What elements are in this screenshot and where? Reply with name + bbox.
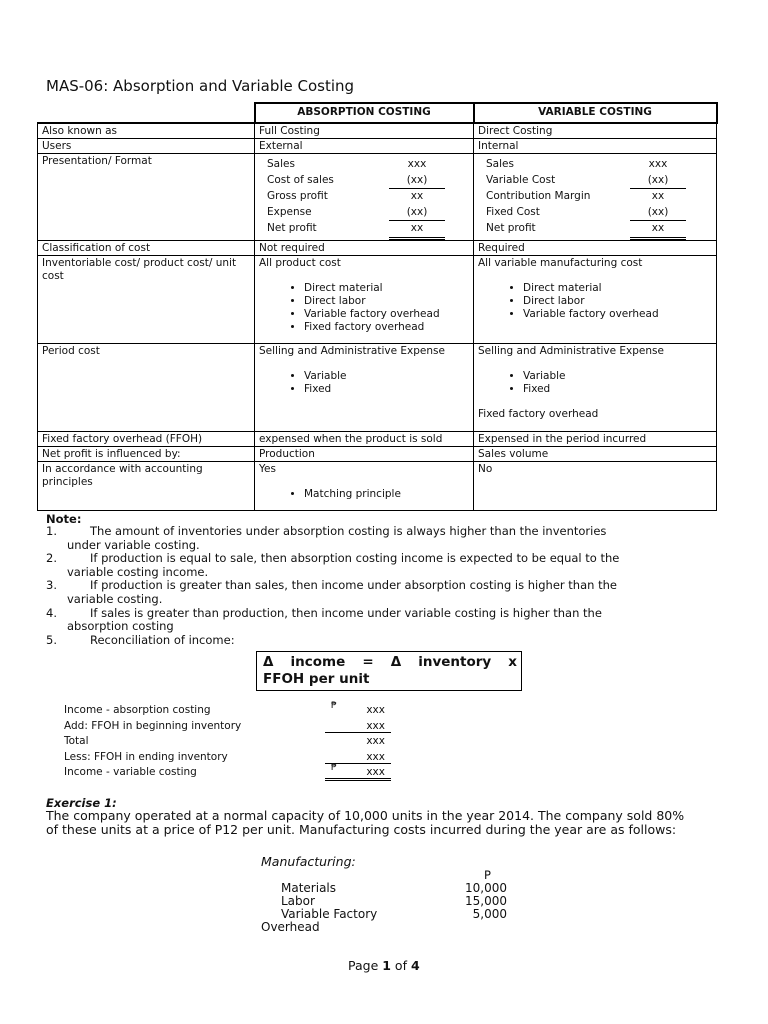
exercise-title: Exercise 1:: [46, 796, 117, 810]
table-row: [261, 907, 511, 920]
variable-income-statement: [486, 157, 711, 240]
variable-cell: [474, 154, 717, 241]
row-label: Inventoriable cost/ product cost/ unit cost: [38, 255, 255, 343]
variable-cell: Direct Costing: [474, 123, 717, 139]
note-number: 1.: [46, 524, 57, 538]
row-label: Fixed factory overhead (FFOH): [38, 431, 255, 446]
absorption-cell: External: [255, 139, 474, 154]
notes-list: [46, 525, 677, 647]
exercise-text: The company operated at a normal capacity of 10,000 units in the year 2014. The company sold 80% of these units at a price of P12 per unit. Manufacturing costs incurred during the year are as follows:: [46, 808, 685, 837]
cost-value: 15,000: [465, 894, 507, 908]
fin-item: Cost of sales: [267, 173, 334, 186]
list-item: [46, 634, 677, 648]
cost-value: 10,000: [465, 881, 507, 895]
reconciliation-table: [64, 701, 404, 782]
fin-item: Variable Cost: [486, 173, 556, 186]
cell-heading: Selling and Administrative Expense: [259, 344, 445, 357]
note-text-cont: absorption costing: [67, 619, 174, 634]
note-number: 4.: [46, 605, 57, 620]
absorption-cell: expensed when the product is sold: [255, 431, 474, 446]
table-row: [64, 701, 404, 720]
table-row: [38, 240, 717, 255]
list-item: [46, 607, 677, 634]
table-row: [38, 123, 717, 139]
note-text-cont: under variable costing.: [67, 537, 200, 552]
fin-item: Gross profit: [267, 190, 328, 203]
row-label: Also known as: [38, 123, 255, 139]
list-item: [46, 552, 677, 579]
fin-amount: xx: [651, 190, 665, 203]
formula-box: [256, 651, 522, 691]
variable-cell: Expensed in the period incurred: [474, 431, 717, 446]
recon-label: Income - variable costing: [64, 766, 197, 779]
recon-label: Income - absorption costing: [64, 704, 211, 716]
recon-value: xxx: [366, 735, 385, 748]
absorption-cell: [255, 461, 474, 510]
header-absorption: ABSORPTION COSTING: [255, 103, 474, 123]
note-number: 2.: [46, 551, 57, 566]
list-item: • Direct labor: [304, 295, 468, 308]
recon-value: xxx: [366, 704, 385, 716]
fin-amount: xx: [630, 221, 686, 240]
cell-extra: Fixed factory overhead: [478, 407, 599, 420]
row-label: In accordance with accounting principles: [38, 461, 255, 510]
variable-cell: No: [474, 461, 717, 510]
row-label: Classification of cost: [38, 240, 255, 255]
table-row: [38, 154, 717, 241]
cost-label: Labor: [281, 894, 315, 908]
table-row: [38, 255, 717, 343]
row-label: Users: [38, 139, 255, 154]
comparison-table: [37, 102, 718, 511]
fin-amount: xx: [389, 221, 445, 240]
footer-text: of: [390, 958, 411, 973]
list-item: • Variable: [523, 370, 711, 383]
table-row: [38, 139, 717, 154]
table-row: [261, 920, 511, 933]
cell-heading: Selling and Administrative Expense: [478, 344, 664, 357]
table-header-row: [38, 103, 717, 123]
bullet-list: [259, 488, 468, 501]
table-row: [64, 763, 404, 782]
list-item: • Direct labor: [523, 295, 711, 308]
fin-amount: xxx: [648, 158, 668, 170]
fin-amount: (xx): [389, 173, 445, 190]
fin-amount: (xx): [630, 205, 686, 222]
cost-value: 5,000: [472, 907, 507, 921]
absorption-cell: Not required: [255, 240, 474, 255]
note-text: If production is greater than sales, then income under absorption costing is higher than the: [90, 578, 617, 593]
list-item: • Direct material: [304, 282, 468, 295]
list-item: [46, 579, 677, 606]
note-text: If production is equal to sale, then absorption costing income is expected to be equal to the: [90, 551, 620, 566]
absorption-cell: [255, 343, 474, 431]
row-label: Period cost: [38, 343, 255, 431]
bullet-list: [478, 282, 711, 321]
bullet-list: [259, 282, 468, 334]
fin-item: Net profit: [267, 222, 317, 235]
fin-amount: xx: [410, 190, 424, 203]
list-item: • Fixed factory overhead: [304, 321, 468, 334]
manufacturing-costs: [261, 881, 511, 933]
fin-item: Contribution Margin: [486, 190, 591, 203]
table-row: [261, 894, 511, 907]
header-variable: VARIABLE COSTING: [474, 103, 717, 123]
variable-cell: Internal: [474, 139, 717, 154]
list-item: [46, 525, 677, 552]
variable-cell: [474, 255, 717, 343]
table-row: [64, 720, 404, 736]
variable-cell: Required: [474, 240, 717, 255]
absorption-cell: Full Costing: [255, 123, 474, 139]
fin-item: Net profit: [486, 222, 536, 235]
recon-label: Add: FFOH in beginning inventory: [64, 719, 242, 732]
peso-sign: ₱: [331, 701, 337, 711]
variable-cell: Sales volume: [474, 446, 717, 461]
variable-cell: [474, 343, 717, 431]
cell-heading: All variable manufacturing cost: [478, 256, 643, 269]
absorption-income-statement: [267, 157, 468, 240]
cost-label: Variable Factory: [281, 907, 378, 921]
table-row: [38, 446, 717, 461]
total-pages: 4: [410, 958, 420, 973]
note-text: If sales is greater than production, then income under variable costing is higher than the: [90, 605, 602, 620]
absorption-cell: [255, 255, 474, 343]
formula-line: FFOH per unit: [263, 671, 370, 687]
fin-amount: xxx: [407, 158, 427, 170]
page-footer: [348, 958, 420, 973]
manufacturing-title: Manufacturing:: [261, 854, 356, 869]
list-item: • Variable factory overhead: [304, 308, 468, 321]
list-item: • Direct material: [523, 282, 711, 295]
list-item: • Fixed: [304, 383, 468, 396]
note-text: Reconciliation of income:: [90, 632, 235, 647]
peso-sign: ₱: [331, 763, 337, 774]
header-blank: [38, 103, 255, 123]
cell-heading: All product cost: [259, 256, 341, 269]
bullet-list: [259, 370, 468, 396]
fin-item: Sales: [486, 158, 514, 170]
note-text-cont: variable costing income.: [67, 564, 209, 579]
page-title: MAS-06: Absorption and Variable Costing: [46, 77, 355, 95]
absorption-cell: [255, 154, 474, 241]
row-label: Presentation/ Format: [38, 154, 255, 241]
fin-item: Sales: [267, 158, 295, 170]
list-item: • Variable factory overhead: [523, 308, 711, 321]
recon-label: Total: [64, 735, 89, 748]
cost-label-cont: Overhead: [261, 920, 320, 934]
recon-value: xxx: [325, 766, 391, 781]
table-row: [64, 751, 404, 767]
note-number: 5.: [46, 632, 57, 647]
table-row: [38, 343, 717, 431]
list-item: • Variable: [304, 370, 468, 383]
list-item: • Fixed: [523, 383, 711, 396]
table-row: [38, 461, 717, 510]
list-item: • Matching principle: [304, 488, 468, 501]
note-text-cont: variable costing.: [67, 591, 163, 606]
fin-amount: (xx): [630, 173, 686, 190]
absorption-cell: Production: [255, 446, 474, 461]
currency-label: P: [484, 868, 491, 882]
recon-label: Less: FFOH in ending inventory: [64, 750, 228, 763]
formula-line: Δ income = Δ inventory x: [263, 654, 517, 670]
table-row: [38, 431, 717, 446]
recon-value: xxx: [325, 720, 391, 733]
fin-item: Expense: [267, 205, 312, 218]
bullet-list: [478, 370, 711, 396]
recon-value: xxx: [325, 751, 391, 764]
table-row: [261, 881, 511, 894]
fin-item: Fixed Cost: [486, 205, 540, 218]
note-number: 3.: [46, 578, 57, 593]
note-text: The amount of inventories under absorption costing is always higher than the inventories: [90, 524, 607, 538]
table-row: [64, 735, 404, 751]
footer-text: Page: [348, 958, 383, 973]
note-title: Note:: [46, 512, 82, 526]
cost-label: Materials: [281, 881, 337, 895]
current-page: 1: [382, 958, 391, 973]
fin-amount: (xx): [389, 205, 445, 222]
row-label: Net profit is influenced by:: [38, 446, 255, 461]
cell-heading: Yes: [259, 462, 276, 475]
